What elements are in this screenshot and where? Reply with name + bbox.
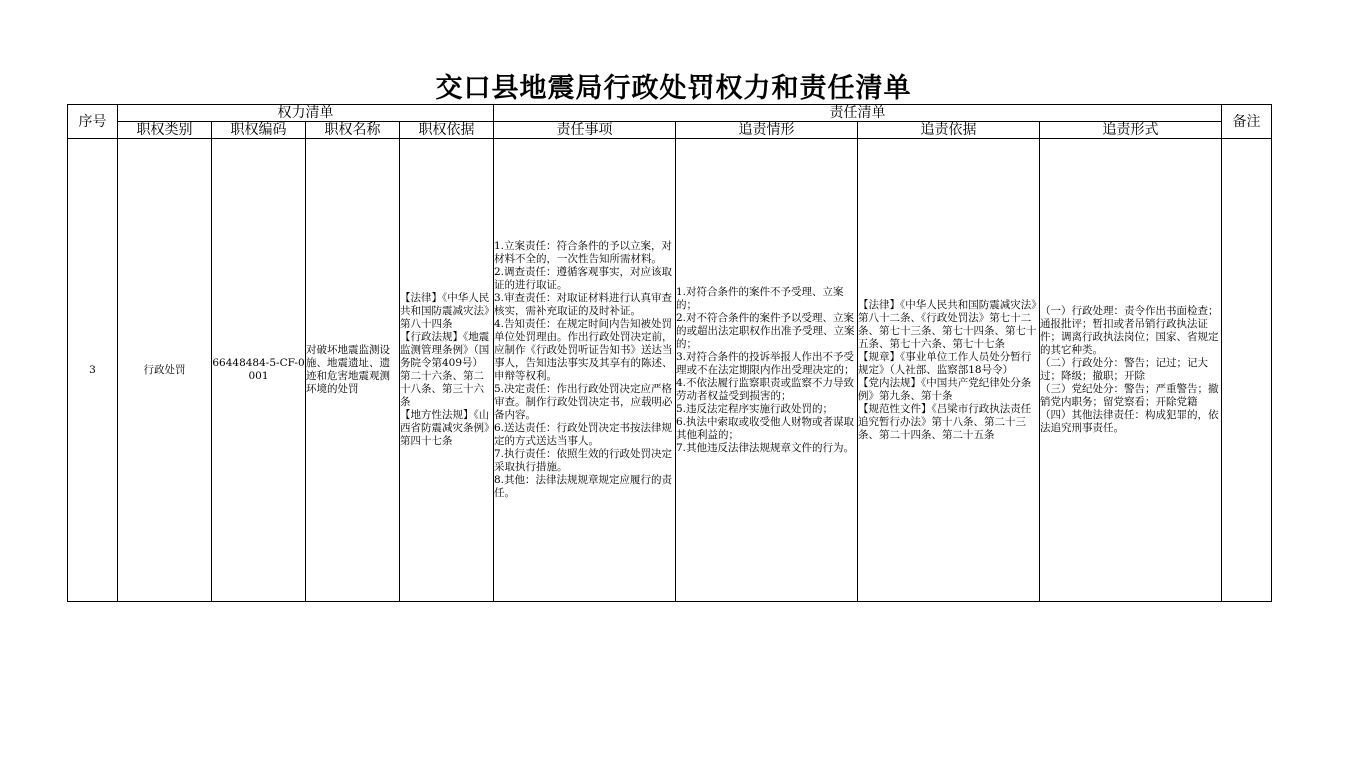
header-power-list: 权力清单 bbox=[118, 105, 494, 122]
power-responsibility-table bbox=[67, 104, 1272, 602]
header-category: 职权类别 bbox=[118, 122, 212, 139]
header-account-forms: 追责形式 bbox=[1040, 122, 1222, 139]
header-account-cases: 追责情形 bbox=[676, 122, 858, 139]
cell-name: 对破坏地震监测设施、地震遗址、遗迹和危害地震观测环境的处罚 bbox=[306, 139, 400, 602]
header-code: 职权编码 bbox=[212, 122, 306, 139]
cell-seq: 3 bbox=[68, 139, 118, 602]
header-remark: 备注 bbox=[1222, 105, 1272, 139]
cell-account-cases: 1.对符合条件的案件不予受理、立案的； 2.对不符合条件的案件予以受理、立案的或超出法定职权作出准予受理、立案的； 3.对符合条件的投诉举报人作出不予受理或不在法定期限内作出受理决定的； 4.不依法履行监察职责或监察不力导致劳动者权益受到损害的； 5.违反法定程序实施行政处罚的； 6.执法中索取或收受他人财物或者谋取其他利益的； 7.其他违反法律法规规章文件的行为。 bbox=[676, 139, 858, 602]
cell-remark bbox=[1222, 139, 1272, 602]
header-name: 职权名称 bbox=[306, 122, 400, 139]
cell-resp-items: 1.立案责任：符合条件的予以立案，对材料不全的，一次性告知所需材料。 2.调查责任：遵循客观事实，对应该取证的进行取证。 3.审查责任：对取证材料进行认真审查核实，需补充取证的及时补证。 4.告知责任：在规定时间内告知被处罚单位处罚理由。作出行政处罚决定前，应制作《行政处罚听证告知书》送达当事人，告知违法事实及其享有的陈述、申辩等权利。 5.决定责任：作出行政处罚决定应严格审查。制作行政处罚决定书，应载明必备内容。 6.送达责任：行政处罚决定书按法律规定的方式送达当事人。 7.执行责任：依照生效的行政处罚决定采取执行措施。 8.其他：法律法规规章规定应履行的责任。 bbox=[494, 139, 676, 602]
header-responsibility-list: 责任清单 bbox=[494, 105, 1222, 122]
cell-account-basis: 【法律】《中华人民共和国防震减灾法》第八十二条、《行政处罚法》第七十二条、第七十三条、第七十四条、第七十五条、第七十六条、第七十七条 【规章】《事业单位工作人员处分暂行规定》（人社部、监察部18号令） 【党内法规】《中国共产党纪律处分条例》第九条、第十条 【规范性文件】《吕梁市行政执法责任追究暂行办法》第十八条、第二十三条、第二十四条、第二十五条 bbox=[858, 139, 1040, 602]
page-title: 交口县地震局行政处罚权力和责任清单 bbox=[435, 73, 912, 104]
cell-account-forms: （一）行政处理：责令作出书面检查；通报批评；暂扣或者吊销行政执法证件；调离行政执法岗位；国家、省规定的其它种类。 （二）行政处分：警告；记过；记大过；降级；撤职；开除 （三）党纪处分：警告；严重警告；撤销党内职务；留党察看；开除党籍 （四）其他法律责任：构成犯罪的，依法追究刑事责任。 bbox=[1040, 139, 1222, 602]
header-seq: 序号 bbox=[68, 105, 118, 139]
cell-category: 行政处罚 bbox=[118, 139, 212, 602]
header-resp-items: 责任事项 bbox=[494, 122, 676, 139]
cell-code: 66448484-5-CF-0001 bbox=[212, 139, 306, 602]
header-account-basis: 追责依据 bbox=[858, 122, 1040, 139]
table-row bbox=[68, 139, 1272, 602]
cell-basis: 【法律】《中华人民共和国防震减灾法》第八十四条 【行政法规】《地震监测管理条例》（国务院令第409号）第二十六条、第二十八条、第三十六条 【地方性法规】《山西省防震减灾条例》第四十七条 bbox=[400, 139, 494, 602]
header-basis: 职权依据 bbox=[400, 122, 494, 139]
